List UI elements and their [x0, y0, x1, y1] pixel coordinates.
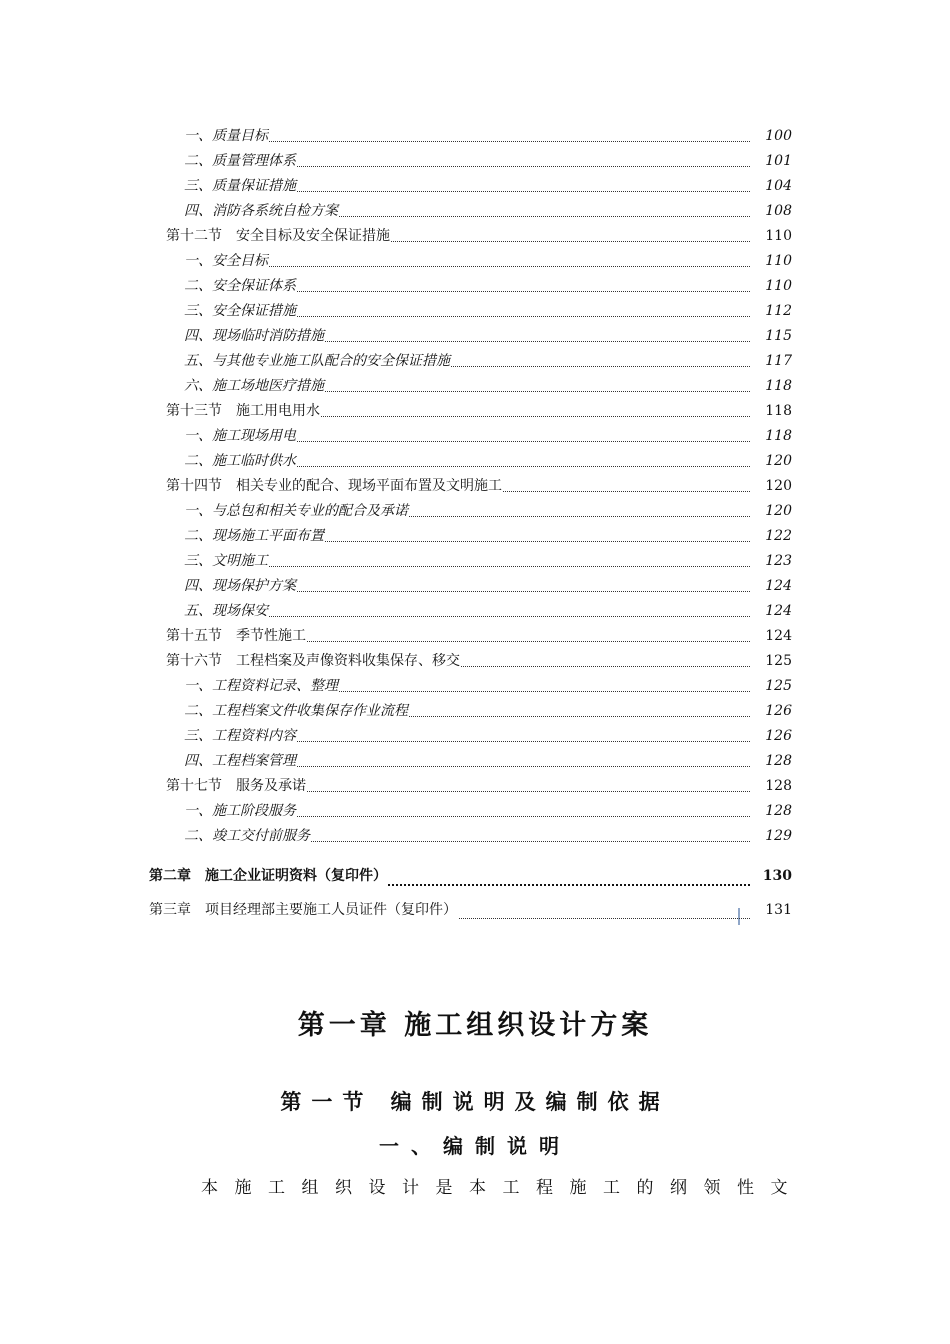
toc-entry-label: 二、现场施工平面布置: [184, 524, 325, 549]
toc-entry[interactable]: [0, 299, 950, 324]
toc-entry-label: 一、工程资料记录、整理: [184, 674, 339, 699]
toc-entry-label: 二、质量管理体系: [184, 149, 297, 174]
toc-entry-page: 117: [765, 353, 792, 369]
toc-entry-page: 118: [765, 403, 792, 419]
toc-entry[interactable]: [0, 474, 950, 499]
toc-entry[interactable]: [0, 324, 950, 349]
toc-entry[interactable]: [0, 124, 950, 149]
toc-entry-label: 四、现场临时消防措施: [184, 324, 325, 349]
subsection-title: 一、编制说明: [379, 1134, 571, 1158]
toc-entry-page: 100: [765, 128, 792, 144]
toc-entry[interactable]: [0, 724, 950, 749]
toc-entry-page: 120: [765, 478, 792, 494]
toc-entry-page: 122: [765, 528, 792, 544]
toc-entry[interactable]: [0, 749, 950, 774]
toc-entry-page: 115: [765, 328, 792, 344]
toc-entry-label: 第三章 项目经理部主要施工人员证件（复印件）: [149, 893, 458, 927]
toc-entry[interactable]: [0, 574, 950, 599]
toc-entry[interactable]: [0, 774, 950, 799]
toc-entry-label: 第十四节 相关专业的配合、现场平面布置及文明施工: [166, 474, 503, 499]
toc-entry-label: 二、安全保证体系: [184, 274, 297, 299]
toc-entry-page: 129: [765, 828, 792, 844]
toc-entry-label: 一、与总包和相关专业的配合及承诺: [184, 499, 409, 524]
toc-entry[interactable]: [0, 524, 950, 549]
toc-entry-label: 二、工程档案文件收集保存作业流程: [184, 699, 409, 724]
toc-entry-page: 124: [765, 628, 792, 644]
body-paragraph: 本施工组织设计是本工程施工的纲领性文: [201, 1178, 804, 1198]
toc-entry[interactable]: [0, 699, 950, 724]
toc-entry[interactable]: [0, 224, 950, 249]
toc-entry[interactable]: [0, 893, 950, 927]
toc-entry-page: 126: [765, 703, 792, 719]
toc-entry[interactable]: [0, 549, 950, 574]
toc-entry-page: 110: [765, 253, 792, 269]
table-of-contents: [0, 124, 950, 927]
toc-entry-page: 108: [765, 203, 792, 219]
toc-entry-label: 二、施工临时供水: [184, 449, 297, 474]
toc-entry-label: 第十七节 服务及承诺: [166, 774, 307, 799]
toc-entry-page: 128: [765, 778, 792, 794]
toc-entry-label: 四、现场保护方案: [184, 574, 297, 599]
chapter-title: 第一章 施工组织设计方案: [297, 1010, 653, 1041]
toc-entry[interactable]: [0, 199, 950, 224]
toc-entry-label: 五、与其他专业施工队配合的安全保证措施: [184, 349, 451, 374]
toc-entry-label: 第十三节 施工用电用水: [166, 399, 321, 424]
toc-entry-page: 104: [765, 178, 792, 194]
toc-entry-page: 110: [765, 228, 792, 244]
toc-entry-label: 第十二节 安全目标及安全保证措施: [166, 224, 391, 249]
toc-entry[interactable]: [0, 274, 950, 299]
toc-entry-page: 125: [765, 678, 792, 694]
toc-entry-page: 120: [765, 503, 792, 519]
toc-entry[interactable]: [0, 249, 950, 274]
toc-entry[interactable]: [0, 349, 950, 374]
toc-entry[interactable]: [0, 149, 950, 174]
toc-entry-page: 118: [765, 378, 792, 394]
toc-entry[interactable]: [0, 799, 950, 824]
toc-entry-page: 125: [765, 653, 792, 669]
toc-entry[interactable]: [0, 174, 950, 199]
toc-entry-label: 三、质量保证措施: [184, 174, 297, 199]
toc-entry-label: 第二章 施工企业证明资料（复印件）: [149, 859, 388, 893]
toc-entry-label: 三、文明施工: [184, 549, 269, 574]
toc-entry-label: 五、现场保安: [184, 599, 269, 624]
toc-entry-page: 112: [765, 303, 792, 319]
toc-entry-page: 124: [765, 578, 792, 594]
toc-entry[interactable]: [0, 499, 950, 524]
toc-entry-label: 第十六节 工程档案及声像资料收集保存、移交: [166, 649, 461, 674]
toc-entry[interactable]: [0, 624, 950, 649]
toc-entry[interactable]: [0, 449, 950, 474]
toc-entry-label: 二、竣工交付前服务: [184, 824, 311, 849]
toc-entry-page: 101: [765, 153, 792, 169]
toc-entry-page: 126: [765, 728, 792, 744]
toc-entry-label: 一、施工现场用电: [184, 424, 297, 449]
toc-entry-page: 128: [765, 753, 792, 769]
toc-entry[interactable]: [0, 374, 950, 399]
toc-entry-page: 123: [765, 553, 792, 569]
toc-entry[interactable]: [0, 824, 950, 849]
toc-entry-label: 四、消防各系统自检方案: [184, 199, 339, 224]
toc-entry[interactable]: [0, 674, 950, 699]
toc-entry[interactable]: [0, 599, 950, 624]
section-title: 第一节 编制说明及编制依据: [280, 1090, 670, 1114]
toc-entry-label: 六、施工场地医疗措施: [184, 374, 325, 399]
toc-entry[interactable]: [0, 859, 950, 893]
toc-entry-label: 一、安全目标: [184, 249, 269, 274]
toc-entry-page: 131: [765, 902, 792, 918]
toc-entry-label: 一、质量目标: [184, 124, 269, 149]
toc-entry-label: 三、工程资料内容: [184, 724, 297, 749]
toc-entry-page: 120: [765, 453, 792, 469]
toc-entry-page: 128: [765, 803, 792, 819]
toc-entry[interactable]: [0, 424, 950, 449]
toc-entry-page: 124: [765, 603, 792, 619]
toc-entry-page: 110: [765, 278, 792, 294]
toc-entry-label: 四、工程档案管理: [184, 749, 297, 774]
toc-entry-label: 一、施工阶段服务: [184, 799, 297, 824]
toc-entry-label: 三、安全保证措施: [184, 299, 297, 324]
toc-entry-page: 130: [762, 868, 792, 884]
toc-entry[interactable]: [0, 399, 950, 424]
toc-entry-page: 118: [765, 428, 792, 444]
toc-entry[interactable]: [0, 649, 950, 674]
text-cursor: [738, 908, 740, 925]
toc-entry-label: 第十五节 季节性施工: [166, 624, 307, 649]
